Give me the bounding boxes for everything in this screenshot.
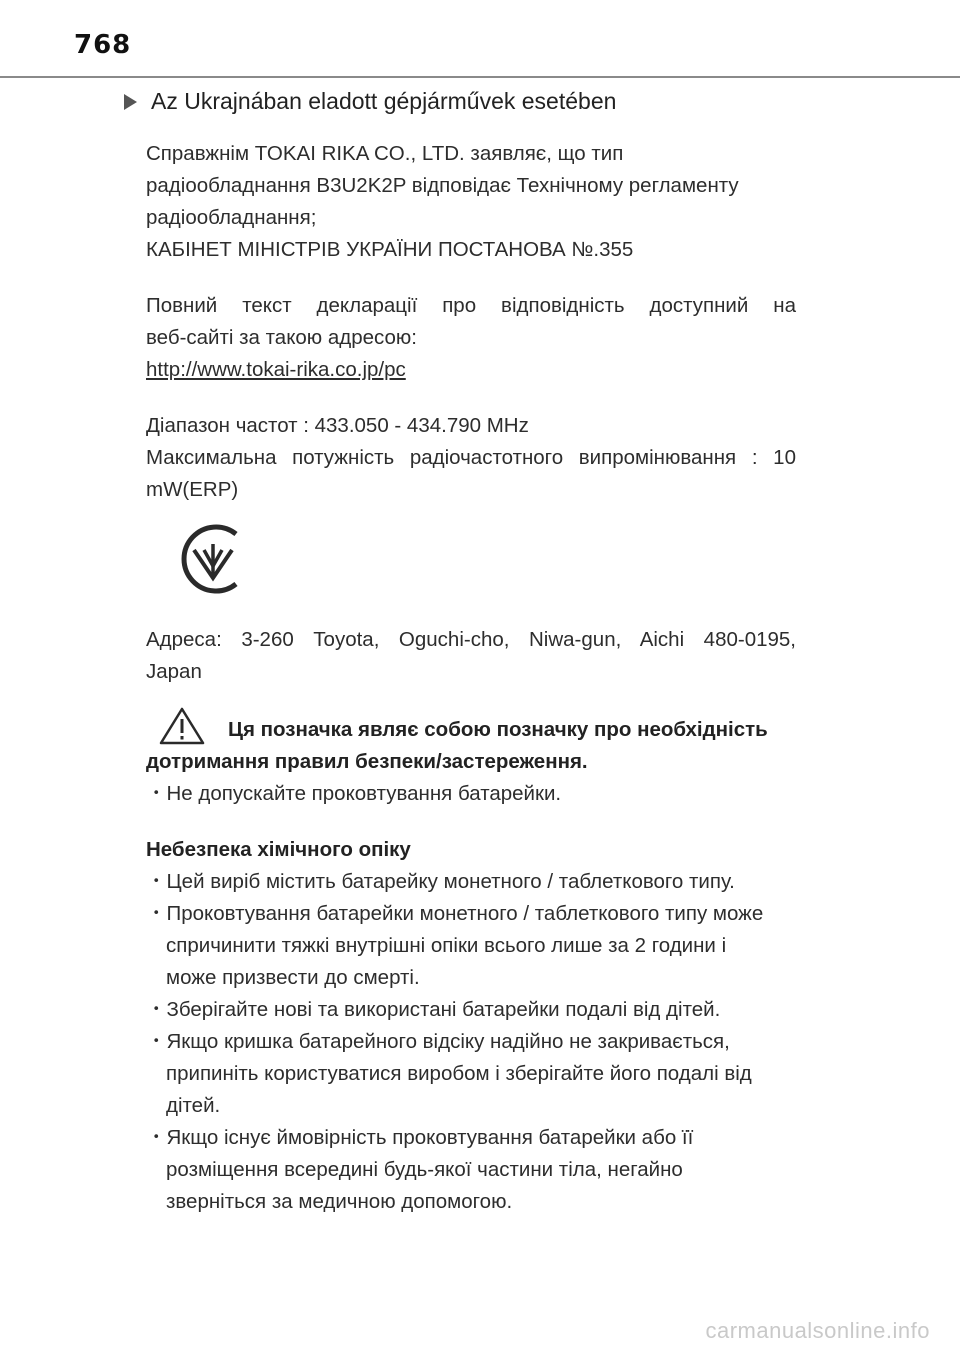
hazard-item (146, 866, 796, 898)
hazard-item-text: розміщення всередині будь-якої частини тіла, негайно (166, 1158, 683, 1181)
declaration-line: радіообладнання B3U2K2P відповідає Технічному регламенту (146, 174, 739, 197)
hazard-item-text: Зберігайте нові та використані батарейки подалі від дітей. (166, 998, 721, 1021)
fulltext-line: веб-сайті за такою адресою: (146, 326, 417, 349)
hazard-item-text: Якщо кришка батарейного відсіку надійно не закривається, (166, 1030, 730, 1053)
spacer (146, 266, 796, 290)
hazard-item (146, 1122, 796, 1218)
warning-triangle-icon (158, 706, 206, 746)
hazard-item-text: може призвести до смерті. (166, 966, 420, 989)
bullet-marker: ・ (146, 782, 167, 805)
section-heading-text: Az Ukrajnában eladott gépjárművek esetében (151, 88, 617, 114)
ukrainian-conformity-mark-icon (174, 520, 252, 598)
hazard-item-text: Якщо існує ймовірність проковтування батарейки або її (166, 1126, 694, 1149)
section-heading (124, 88, 616, 115)
declaration-link[interactable]: http://www.tokai-rika.co.jp/pc (146, 358, 406, 381)
bullet-marker: ・ (146, 870, 167, 893)
watermark: carmanualsonline.info (705, 1318, 930, 1343)
page-content (146, 138, 796, 1218)
bullet-marker: ・ (146, 902, 167, 925)
declaration-line: радіообладнання; (146, 206, 317, 229)
spacer (146, 810, 796, 834)
bullet-marker: ・ (146, 998, 167, 1021)
declaration-line: Справжнім TOKAI RIKA CO., LTD. заявляє, що тип (146, 142, 624, 165)
warning-bullet-text: Не допускайте проковтування батарейки. (166, 782, 562, 805)
spacer (146, 386, 796, 410)
hazard-item (146, 1026, 796, 1122)
warning-bullet (146, 778, 796, 810)
ukrainian-conformity-mark-wrap (146, 506, 796, 624)
declaration-line: КАБІНЕТ МІНІСТРІВ УКРАЇНИ ПОСТАНОВА №.355 (146, 238, 634, 261)
bullet-marker: ・ (146, 1030, 167, 1053)
fulltext-line: Повний текст декларації про відповідність доступний на (146, 294, 796, 317)
warning-first-line (146, 706, 796, 746)
hazard-list (146, 866, 796, 1218)
hazard-item-text: припиніть користуватися виробом і зберігайте його подалі від (166, 1062, 752, 1085)
max-power-line: mW(ERP) (146, 478, 239, 501)
hazard-item-text: зверніться за медичною допомогою. (166, 1190, 513, 1213)
frequency-range: Діапазон частот : 433.050 - 434.790 MHz (146, 414, 529, 437)
warning-block (146, 706, 796, 810)
warning-text: дотримання правил безпеки/застереження. (146, 750, 588, 773)
warning-text: Ця позначка являє собою позначку про необхідність (228, 718, 768, 741)
hazard-item-text: Проковтування батарейки монетного / таблеткового типу може (166, 902, 764, 925)
hazard-item (146, 994, 796, 1026)
max-power-line: Максимальна потужність радіочастотного випромінювання : 10 (146, 446, 796, 469)
hazard-item-text: Цей виріб містить батарейку монетного / таблеткового типу. (166, 870, 735, 893)
hazard-title: Небезпека хімічного опіку (146, 838, 411, 861)
address-line: Адреса: 3-260 Toyota, Oguchi-cho, Niwa-gun, Aichi 480-0195, (146, 628, 796, 651)
bullet-marker: ・ (146, 1126, 167, 1149)
address-line: Japan (146, 660, 202, 683)
triangle-bullet-icon (124, 94, 137, 110)
header-divider (0, 76, 960, 78)
hazard-item (146, 898, 796, 994)
page-number: 768 (74, 30, 132, 60)
hazard-item-text: дітей. (166, 1094, 221, 1117)
hazard-item-text: спричинити тяжкі внутрішні опіки всього лише за 2 години і (166, 934, 727, 957)
